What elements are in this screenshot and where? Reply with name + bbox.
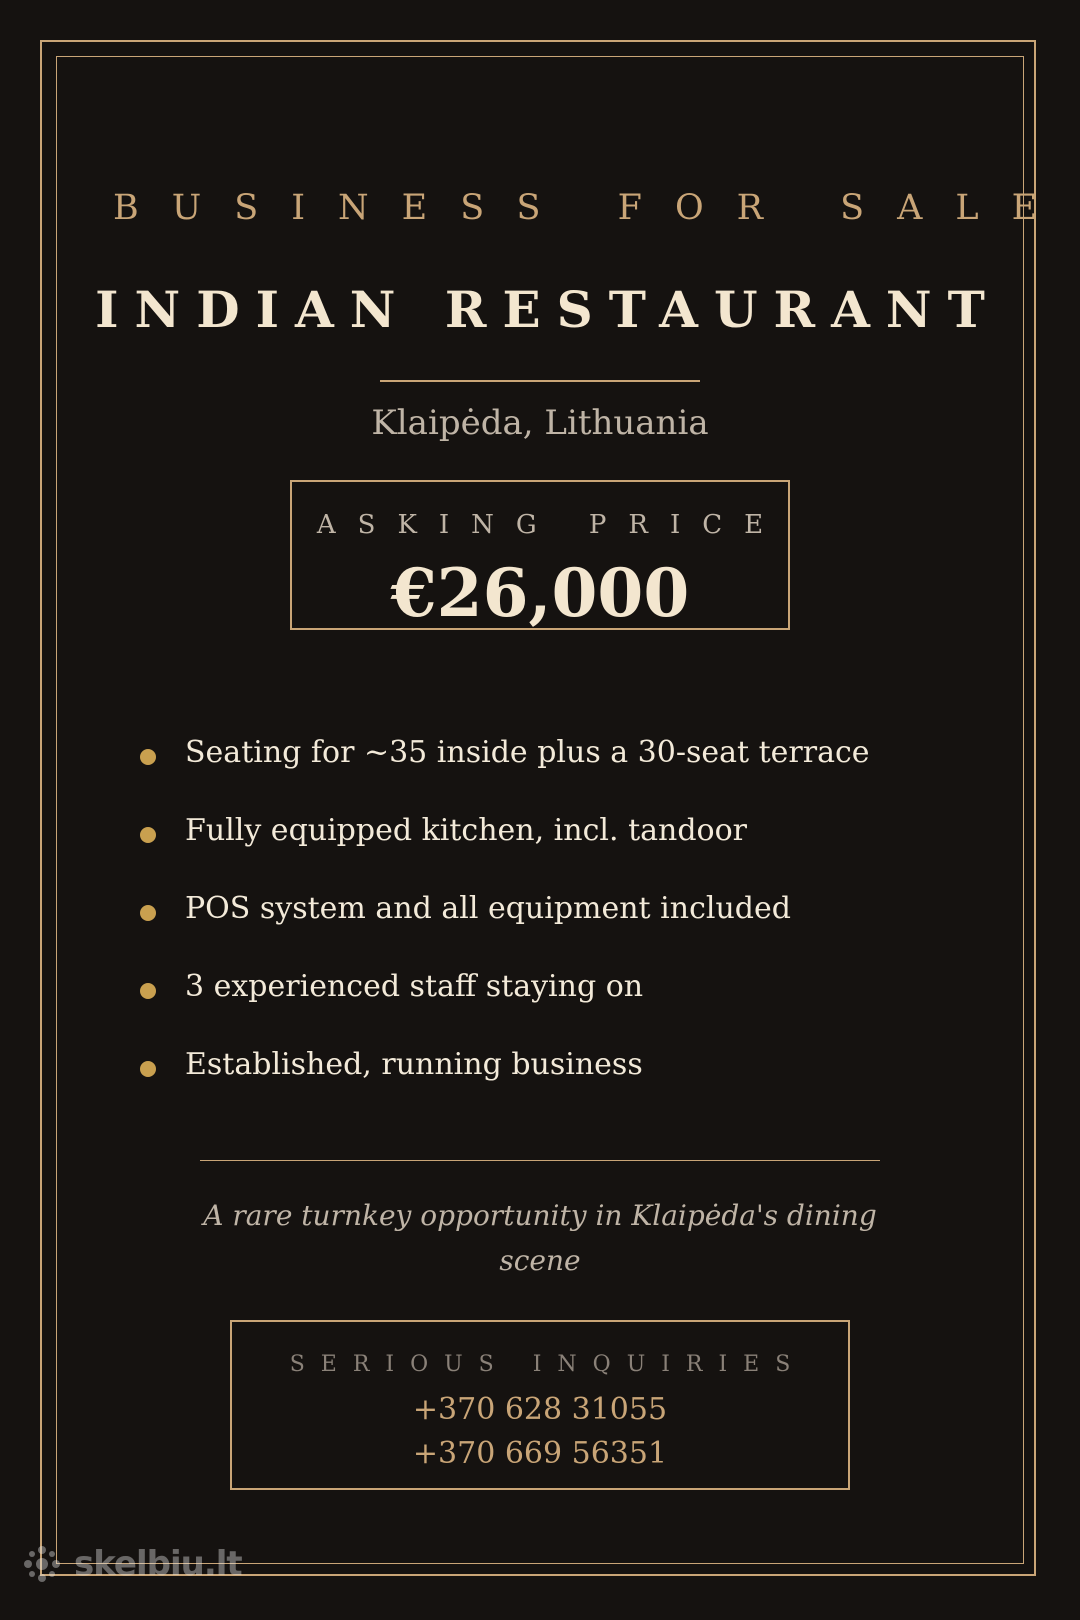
contact-label: SERIOUS INQUIRIES: [289, 1352, 807, 1377]
asking-price-value: €26,000: [390, 554, 690, 632]
feature-text: Fully equipped kitchen, incl. tandoor: [185, 813, 748, 848]
bullet-dot-icon: [140, 827, 156, 843]
contact-box: [230, 1320, 850, 1490]
bullet-dot-icon: [140, 749, 156, 765]
feature-item: [140, 733, 1000, 811]
feature-text: Established, running business: [185, 1047, 643, 1082]
asking-price-label: ASKING PRICE: [316, 510, 786, 540]
feature-item: [140, 811, 1000, 889]
location-text: Klaipėda, Lithuania: [371, 403, 709, 443]
feature-list: [140, 733, 1000, 1123]
listing-title: INDIAN RESTAURANT: [95, 280, 1001, 339]
title-underline: [380, 380, 700, 382]
eyebrow-label: BUSINESS FOR SALE: [113, 188, 1071, 228]
section-divider: [200, 1160, 880, 1161]
feature-item: [140, 1045, 1000, 1123]
feature-text: Seating for ~35 inside plus a 30-seat terrace: [185, 735, 870, 770]
feature-text: 3 experienced staff staying on: [185, 969, 644, 1004]
tagline-text: A rare turnkey opportunity in Klaipėda's dining scene: [203, 1199, 877, 1277]
phone-number-2[interactable]: +370 669 56351: [412, 1436, 668, 1471]
watermark: [20, 1542, 242, 1586]
bullet-dot-icon: [140, 905, 156, 921]
feature-text: POS system and all equipment included: [185, 891, 791, 926]
bullet-dot-icon: [140, 983, 156, 999]
watermark-text: skelbiu.lt: [74, 1544, 242, 1584]
skelbiu-logo-icon: [20, 1542, 64, 1586]
feature-item: [140, 967, 1000, 1045]
asking-price-box: [290, 480, 790, 630]
bullet-dot-icon: [140, 1061, 156, 1077]
feature-item: [140, 889, 1000, 967]
phone-number-1[interactable]: +370 628 31055: [412, 1392, 668, 1427]
